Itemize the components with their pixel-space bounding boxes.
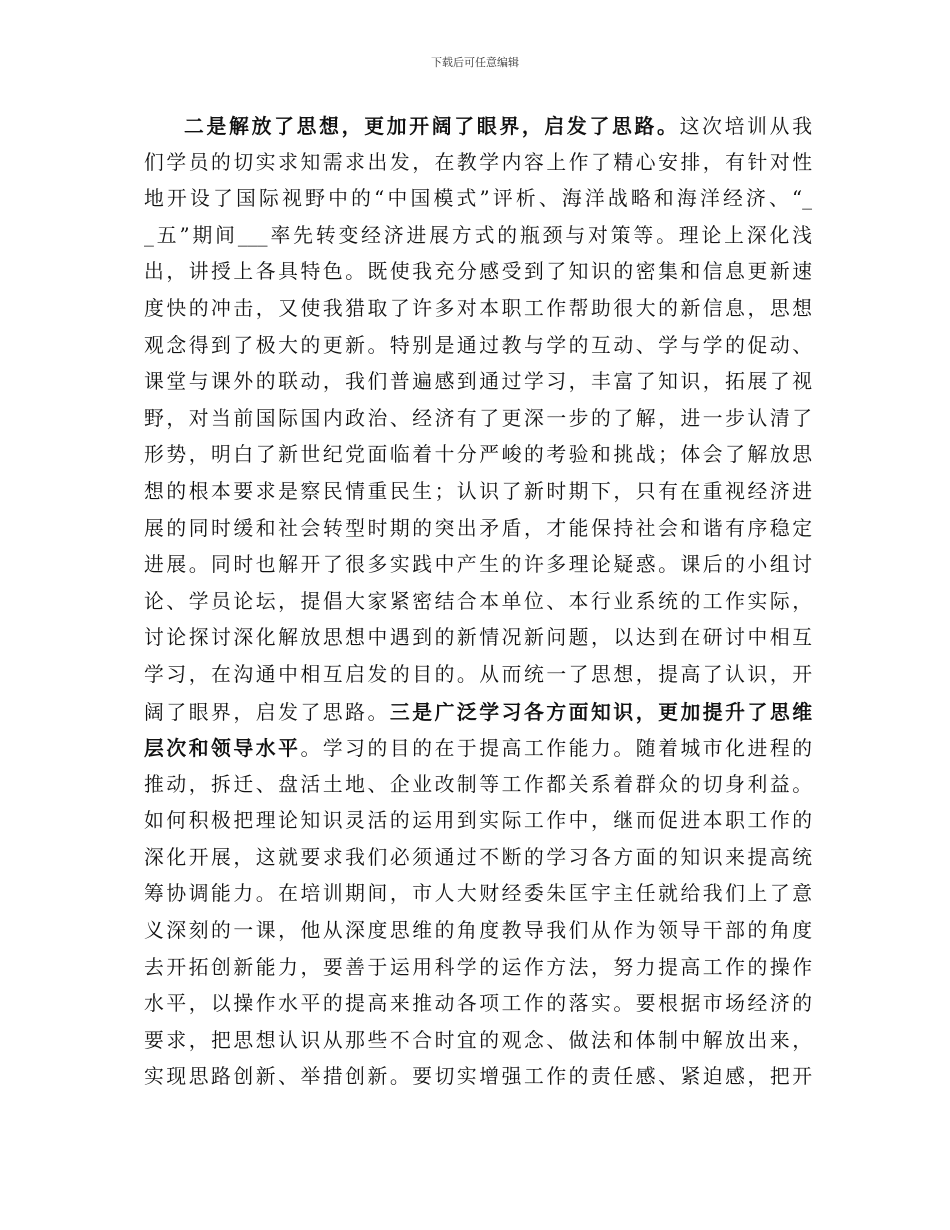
document-body bbox=[144, 108, 812, 1096]
text-segment: 推动，拆迁、盘活土地、企业改制等工作都关系着群众的切身利益。 bbox=[144, 772, 812, 796]
text-segment: 出，讲授上各具特色。既使我充分感受到了知识的密集和信息更新速 bbox=[144, 260, 812, 284]
text-segment: 进展。同时也解开了很多实践中产生的许多理论疑惑。课后的小组讨 bbox=[144, 553, 812, 577]
page-header: 下载后可任意编辑 bbox=[431, 56, 519, 69]
text-segment: 形势，明白了新世纪党面临着十分严峻的考验和挑战；体会了解放思 bbox=[144, 443, 812, 467]
text-segment: 野，对当前国际国内政治、经济有了更深一步的了解，进一步认清了 bbox=[144, 406, 812, 430]
paragraph-line bbox=[144, 547, 812, 584]
paragraph-line bbox=[144, 1023, 812, 1060]
text-segment: 展的同时缓和社会转型时期的突出矛盾，才能保持社会和谐有序稳定 bbox=[144, 516, 812, 540]
paragraph-line bbox=[144, 913, 812, 950]
text-segment: 们学员的切实求知需求出发，在教学内容上作了精心安排，有针对性 bbox=[144, 150, 812, 174]
paragraph-line bbox=[144, 108, 812, 145]
paragraph-line bbox=[144, 401, 812, 438]
text-segment: 想的根本要求是察民情重民生；认识了新时期下，只有在重视经济进 bbox=[144, 479, 812, 503]
text-segment: 如何积极把理论知识灵活的运用到实际工作中，继而促进本职工作的 bbox=[144, 809, 812, 833]
text-segment: 。学习的目的在于提高工作能力。随着城市化进程的 bbox=[300, 737, 812, 761]
text-segment: 水平，以操作水平的提高来推动各项工作的落实。要根据市场经济的 bbox=[144, 992, 812, 1016]
text-segment: 去开拓创新能力，要善于运用科学的运作方法，努力提高工作的操作 bbox=[144, 955, 812, 979]
text-segment: 实现思路创新、举措创新。要切实增强工作的责任感、紧迫感，把开 bbox=[144, 1065, 812, 1089]
text-segment: 要求，把思想认识从那些不合时宜的观念、做法和体制中解放出来， bbox=[144, 1028, 812, 1052]
paragraph-line bbox=[144, 145, 812, 182]
paragraph-line bbox=[144, 986, 812, 1023]
paragraph-line bbox=[144, 620, 812, 657]
text-segment: 筹协调能力。在培训期间，市人大财经委朱匡宇主任就给我们上了意 bbox=[144, 882, 812, 906]
text-segment: 这次培训从我 bbox=[679, 115, 812, 138]
paragraph-line bbox=[144, 840, 812, 877]
paragraph-line bbox=[144, 584, 812, 621]
text-segment: 观念得到了极大的更新。特别是通过教与学的互动、学与学的促动、 bbox=[144, 333, 812, 357]
text-segment: 讨论探讨深化解放思想中遇到的新情况新问题，以达到在研讨中相互 bbox=[144, 626, 812, 650]
text-segment: 学习，在沟通中相互启发的目的。从而统一了思想，提高了认识，开 bbox=[144, 662, 812, 686]
paragraph-line bbox=[144, 1059, 812, 1096]
paragraph-line bbox=[144, 950, 812, 987]
paragraph-line bbox=[144, 474, 812, 511]
paragraph-line bbox=[144, 876, 812, 913]
text-segment: 度快的冲击，又使我猎取了许多对本职工作帮助很大的新信息，思想 bbox=[144, 296, 812, 320]
text-segment: 阔了眼界，启发了思路。 bbox=[144, 700, 390, 724]
paragraph-line bbox=[144, 328, 812, 365]
paragraph-line bbox=[144, 803, 812, 840]
bold-text-segment: 三是广泛学习各方面知识，更加提升了思维 bbox=[389, 699, 812, 724]
paragraph-line bbox=[144, 254, 812, 291]
text-segment: 课堂与课外的联动，我们普遍感到通过学习，丰富了知识，拓展了视 bbox=[144, 370, 812, 394]
paragraph-line bbox=[144, 694, 812, 731]
paragraph-line bbox=[144, 437, 812, 474]
paragraph-line bbox=[144, 511, 812, 548]
paragraph-line bbox=[144, 657, 812, 694]
paragraph-line bbox=[144, 364, 812, 401]
bold-text-segment: 层次和领导水平 bbox=[144, 736, 301, 761]
text-segment: 地开设了国际视野中的“中国模式”评析、海洋战略和海洋经济、“_ bbox=[144, 187, 812, 211]
paragraph-line bbox=[144, 218, 812, 255]
text-segment: 深化开展，这就要求我们必须通过不断的学习各方面的知识来提高统 bbox=[144, 845, 812, 869]
text-segment: _五”期间___率先转变经济进展方式的瓶颈与对策等。理论上深化浅 bbox=[144, 223, 812, 247]
bold-text-segment: 二是解放了思想，更加开阔了眼界，启发了思路。 bbox=[184, 114, 680, 138]
paragraph-line bbox=[144, 767, 812, 804]
text-segment: 义深刻的一课，他从深度思维的角度教导我们从作为领导干部的角度 bbox=[144, 919, 812, 943]
paragraph-line bbox=[144, 730, 812, 767]
text-segment: 论、学员论坛，提倡大家紧密结合本单位、本行业系统的工作实际， bbox=[144, 589, 812, 613]
paragraph-line bbox=[144, 181, 812, 218]
paragraph-line bbox=[144, 291, 812, 328]
